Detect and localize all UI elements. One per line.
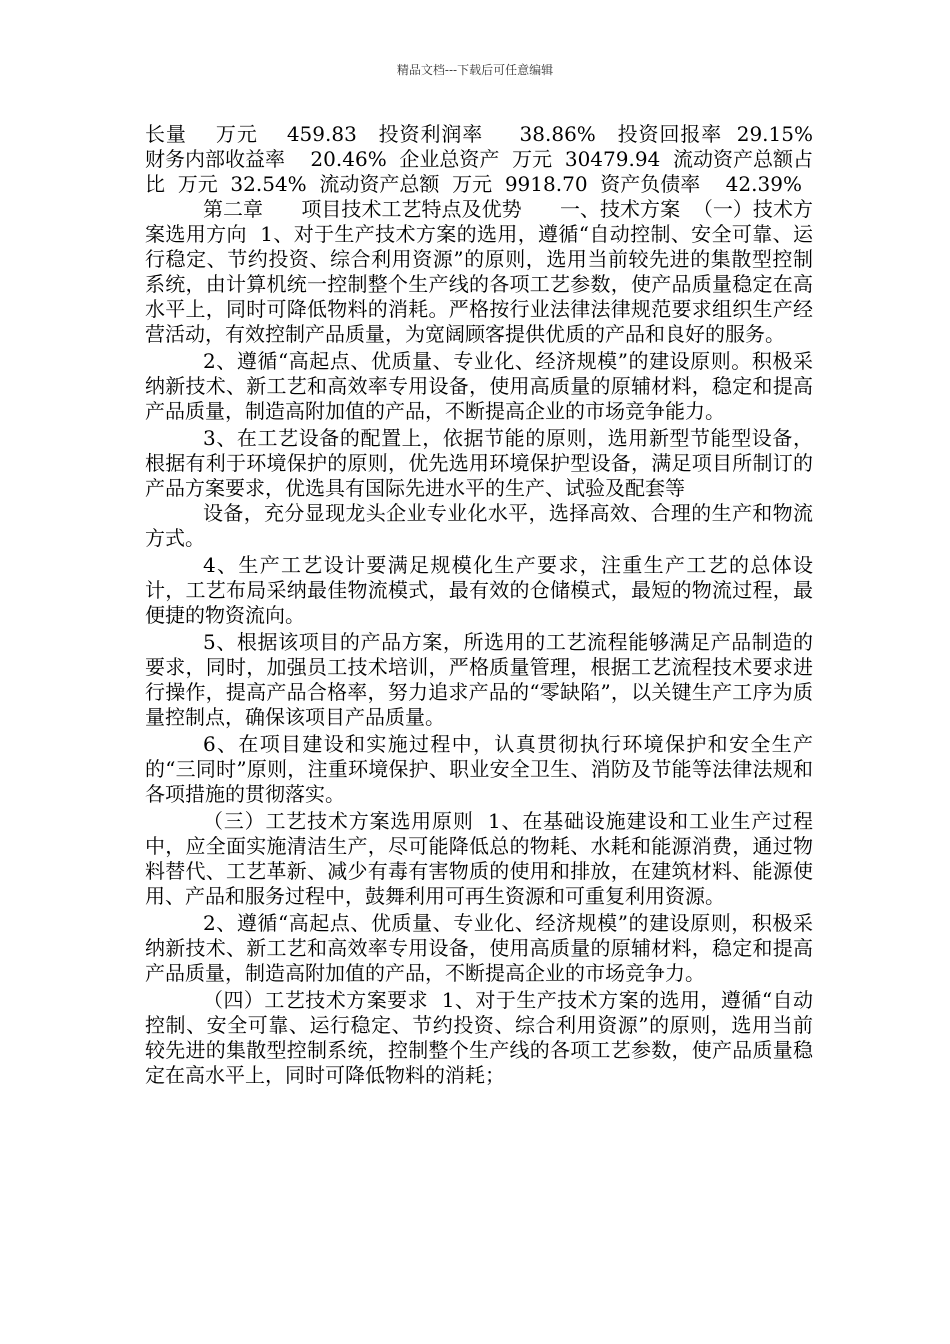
paragraph-principle-4: 4、生产工艺设计要满足规模化生产要求，注重生产工艺的总体设计，工艺布局采纳最佳物流模式，最有效的仓储模式，最短的物流过程，最便捷的物资流向。	[145, 553, 813, 627]
paragraph-financial-indicators: 长量 万元 459.83 投资利润率 38.86% 投资回报率 29.15% 财务内部收益率 20.46% 企业总资产 万元 30479.94 流动资产总额占比 万元 32.54% 流动资产总额 万元 9918.70 资产负债率 42.39%	[145, 122, 826, 196]
paragraph-chapter-two-intro: 第二章 项目技术工艺特点及优势 一、技术方案 （一）技术方案选用方向 1、对于生产技术方案的选用，遵循“自动控制、安全可靠、运行稳定、节约投资、综合利用资源”的原则，选用当前较先进的集散型控制系统，由计算机统一控制整个生产线的各项工艺参数，使产品质量稳定在高水平上，同时可降低物料的消耗。严格按行业法律法律规范要求组织生产经营活动，有效控制产品质量，为宽阔顾客提供优质的产品和良好的服务。	[145, 197, 813, 346]
paragraph-principle-6: 6、在项目建设和实施过程中，认真贯彻执行环境保护和安全生产的“三同时”原则，注重环境保护、职业安全卫生、消防及节能等法律法规和各项措施的贯彻落实。	[145, 732, 813, 806]
paragraph-principle-2: 2、遵循“高起点、优质量、专业化、经济规模”的建设原则。积极采纳新技术、新工艺和高效率专用设备，使用高质量的原辅材料，稳定和提高产品质量，制造高附加值的产品，不断提高企业的市场竞争能力。	[145, 349, 813, 423]
paragraph-section-four: （四）工艺技术方案要求 1、对于生产技术方案的选用，遵循“自动控制、安全可靠、运行稳定、节约投资、综合利用资源”的原则，选用当前较先进的集散型控制系统，控制整个生产线的各项工艺参数，使产品质量稳定在高水平上，同时可降低物料的消耗；	[145, 988, 813, 1087]
paragraph-section-three: （三）工艺技术方案选用原则 1、在基础设施建设和工业生产过程中，应全面实施清洁生产，尽可能降低总的物耗、水耗和能源消费，通过物料替代、工艺革新、减少有毒有害物质的使用和排放，在建筑材料、能源使用、产品和服务过程中，鼓舞利用可再生资源和可重复利用资源。	[145, 809, 813, 908]
paragraph-principle-3: 3、在工艺设备的配置上，依据节能的原则，选用新型节能型设备，根据有利于环境保护的原则，优先选用环境保护型设备，满足项目所制订的产品方案要求，优选具有国际先进水平的生产、试验及配套等	[145, 426, 813, 500]
page-header: 精品文档---下载后可任意编辑	[396, 63, 554, 77]
paragraph-section-three-item-2: 2、遵循“高起点、优质量、专业化、经济规模”的建设原则，积极采纳新技术、新工艺和高效率专用设备，使用高质量的原辅材料，稳定和提高产品质量，制造高附加值的产品，不断提高企业的市场竞争力。	[145, 911, 813, 985]
paragraph-principle-3-continued: 设备，充分显现龙头企业专业化水平，选择高效、合理的生产和物流方式。	[145, 501, 813, 550]
document-body	[145, 122, 826, 1088]
paragraph-principle-5: 5、根据该项目的产品方案，所选用的工艺流程能够满足产品制造的要求，同时，加强员工技术培训，严格质量管理，根据工艺流程技术要求进行操作，提高产品合格率，努力追求产品的“零缺陷”，以关键生产工序为质量控制点，确保该项目产品质量。	[145, 630, 813, 729]
